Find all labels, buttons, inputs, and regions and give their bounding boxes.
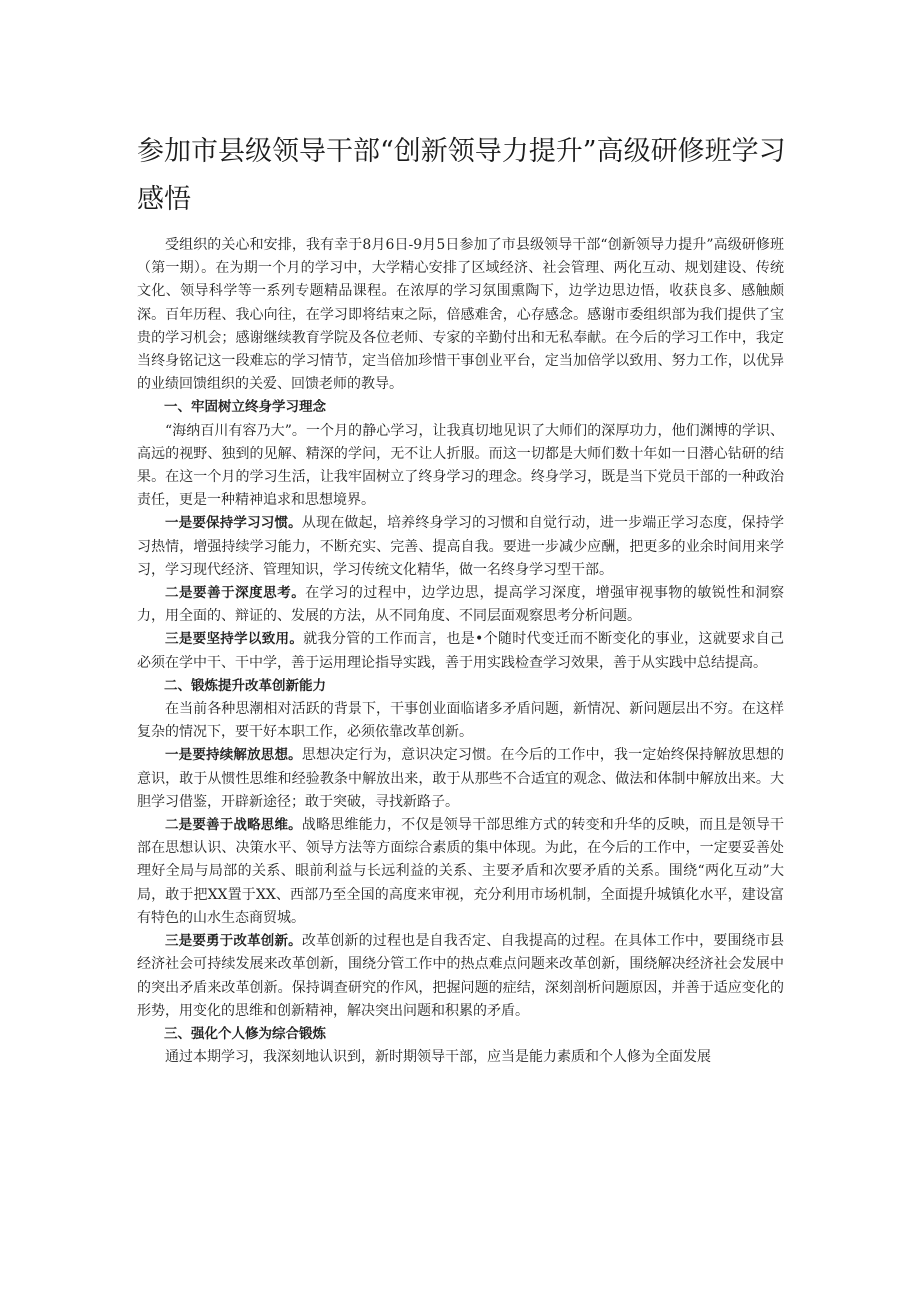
section-3-heading: 三、强化个人修为综合锻炼 (164, 1025, 326, 1042)
point-lead: 一是要保持学习习惯。 (165, 515, 302, 532)
document-title: 参加市县级领导干部“创新领导力提升”高级研修班学习感悟 (137, 136, 786, 215)
point-text: 战略思维能力，不仅是领导干部思维方式的转变和升华的反映，而且是领导干部在思想认识、决策水平、领导方法等方面综合素质的集中体现。为此，在今后的工作中，一定要妥善处理好全局与局部的关系、眼前利益与长远利益的关系、主要矛盾和次要矛盾的关系。围绕“两化互动”大局，敢于把XX置于XX、西部乃至全国的高度来审视，充分利用市场机制，全面提升城镇化水平，建设富有特色的山水生态商贸城。 (137, 817, 785, 926)
section-2-intro: 在当前各种思潮相对活跃的背景下，干事创业面临诸多矛盾问题，新情况、新问题层出不穷。在这样复杂的情况下，要干好本职工作，必须依靠改革创新。 (137, 701, 784, 741)
point-lead: 三是要勇于改革创新。 (165, 933, 302, 950)
section-2-point-3 (137, 930, 784, 1023)
section-1-intro: “海纳百川有容乃大”。一个月的静心学习，让我真切地见识了大师们的深厚功力，他们渊博的学识、高远的视野、独到的见解、精深的学问，无不让人折服。而这一切都是大师们数十年如一日潜心钻研的结果。在这一个月的学习生活，让我牢固树立了终身学习的理念。终身学习，既是当下党员干部的一种政治责任，更是一种精神追求和思想境界。 (137, 422, 784, 509)
section-2-heading: 二、锻炼提升改革创新能力 (164, 677, 326, 694)
section-1-point-3 (137, 628, 784, 674)
intro-paragraph: 受组织的关心和安排，我有幸于8月6日-9月5日参加了市县级领导干部“创新领导力提升”高级研修班（第一期）。在为期一个月的学习中，大学精心安排了区域经济、社会管理、两化互动、规划建设、传统文化、领导科学等一系列专题精品课程。在浓厚的学习氛围熏陶下，边学边思边悟，收获良多、感触颇深。百年历程、我心向往，在学习即将结束之际，倍感难舍，心存感念。感谢市委组织部为我们提供了宝贵的学习机会；感谢继续教育学院及各位老师、专家的辛勤付出和无私奉献。在今后的学习工作中，我定当终身铭记这一段难忘的学习情节，定当倍加珍惜干事创业平台，定当加倍学以致用、努力工作，以优异的业绩回馈组织的关爱、回馈老师的教导。 (137, 237, 784, 393)
section-1-point-1 (137, 512, 784, 582)
point-lead: 一是要持续解放思想。 (165, 747, 302, 764)
section-1-point-2 (137, 582, 784, 628)
point-lead: 二是要善于深度思考。 (165, 585, 306, 602)
point-text: 就我分管的工作而言，也是•个随时代变迁而不断变化的事业，这就要求自己必须在学中干、干中学，善于运用理论指导实践，善于用实践检查学习效果，善于从实践中总结提高。 (137, 631, 784, 671)
section-2-point-2 (137, 814, 784, 930)
point-text: 在学习的过程中，边学边思，提高学习深度，增强审视事物的敏锐性和洞察力，用全面的、辩证的、发展的方法，从不同角度、不同层面观察思考分析问题。 (137, 585, 785, 625)
point-lead: 二是要善于战略思维。 (165, 817, 302, 834)
point-text: 思想决定行为，意识决定习惯。在今后的工作中，我一定始终保持解放思想的意识，敢于从惯性思维和经验教条中解放出来，敢于从那些不合适宜的观念、做法和体制中解放出来。大胆学习借鉴，开辟新途径；敢于突破，寻找新路子。 (137, 747, 785, 810)
point-text: 从现在做起，培养终身学习的习惯和自觉行动，进一步端正学习态度，保持学习热情，增强持续学习能力，不断充实、完善、提高自我。要进一步减少应酬，把更多的业余时间用来学习，学习现代经济、管理知识，学习传统文化精华，做一名终身学习型干部。 (137, 515, 785, 578)
section-3-intro: 通过本期学习，我深刻地认识到，新时期领导干部，应当是能力素质和个人修为全面发展 (165, 1049, 711, 1066)
point-text: 改革创新的过程也是自我否定、自我提高的过程。在具体工作中，要围绕市县经济社会可持续发展来改革创新，围绕分管工作中的热点难点问题来改革创新，围绕解决经济社会发展中的突出矛盾来改革创新。保持调查研究的作风，把握问题的症结，深刻剖析问题原因，并善于适应变化的形势，用变化的思维和创新精神，解决突出问题和积累的矛盾。 (137, 933, 785, 1019)
point-lead: 三是要坚持学以致用。 (165, 631, 304, 648)
section-1-heading: 一、牢固树立终身学习理念 (164, 399, 326, 416)
section-2-point-1 (137, 744, 784, 814)
document-body (137, 234, 784, 1069)
